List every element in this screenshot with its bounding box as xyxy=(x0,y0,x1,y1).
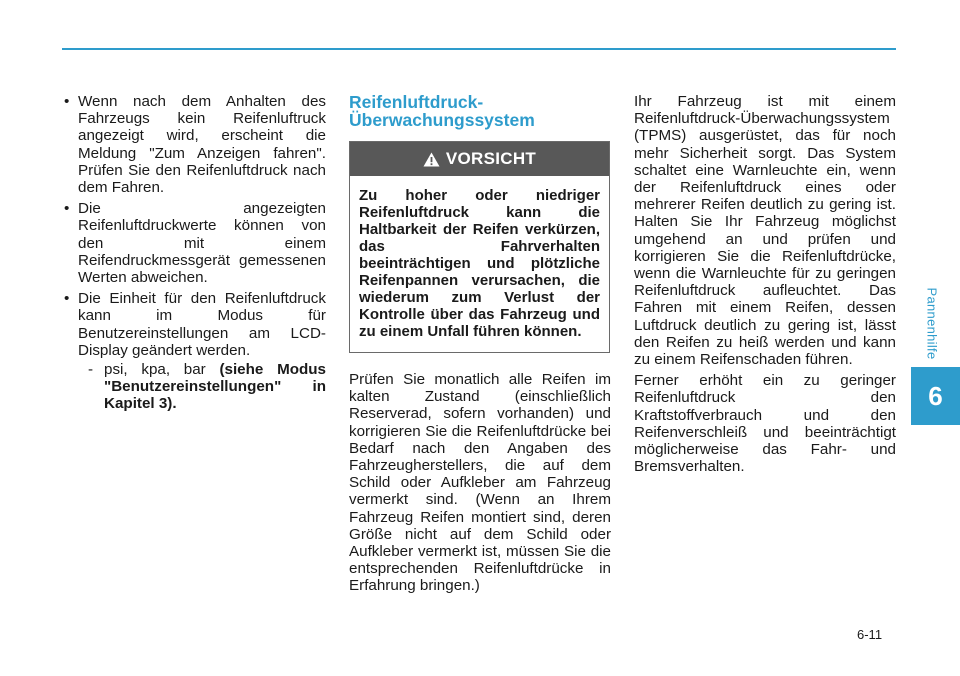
caution-box xyxy=(349,141,610,353)
caution-title: VORSICHT xyxy=(445,149,537,169)
list-item: • Die angezeigten Reifenluftdruckwerte können von den mit einem Reifendruckmessgerät gemessenen Werten abweichen. xyxy=(62,200,326,286)
list-item xyxy=(62,290,326,412)
page-number: 6-11 xyxy=(857,627,883,642)
column-middle xyxy=(349,93,611,599)
sub-item-reference: (siehe Modus "Benutzereinstellungen" in Kapitel 3). xyxy=(104,361,326,413)
caution-header xyxy=(350,142,609,176)
sub-item-dash: - xyxy=(88,361,94,379)
warning-triangle-icon xyxy=(423,152,440,167)
bullet-list xyxy=(62,93,326,413)
column-right xyxy=(634,93,896,479)
list-item: • Wenn nach dem Anhalten des Fahrzeugs kein Reifenluftruck angezeigt wird, erscheint die Meldung "Zum Anzeigen fahren". Prüfen Sie den Reifenluftdruck nach dem Fahren. xyxy=(62,93,326,196)
chapter-side-label xyxy=(917,278,947,368)
sub-item xyxy=(78,361,326,413)
body-paragraph: Ferner erhöht ein zu geringer Reifenluftdruck den Kraftstoffverbrauch und den Reifenverschleiß und beeinträchtigt möglicherweise das Fahr- und Bremsverhalten. xyxy=(634,372,896,476)
sub-item-text: psi, kpa, bar xyxy=(104,361,206,379)
column-left xyxy=(62,93,326,417)
list-item-text: Die Einheit für den Reifenluftdruck kann im Modus für Benutzereinstellungen am LCD-Display geändert werden. xyxy=(78,290,326,359)
caution-text: Zu hoher oder niedriger Reifenluftdruck kann die Haltbarkeit der Reifen verkürzen, das Fahrverhalten beeinträchtigen und plötzliche Reifenpannen verursachen, die wiederum zum Verlust der Kontrolle über das Fahrzeug und zu einem Unfall führen können. xyxy=(359,187,600,340)
body-paragraph: Ihr Fahrzeug ist mit einem Reifenluftdruck-Überwachungssystem (TPMS) ausgerüstet, das für noch mehr Sicherheit sorgt. Das System schaltet eine Warnleuchte ein, wenn der Reifenluftdruck eines oder mehrerer Reifen deutlich zu gering ist. Halten Sie Ihr Fahrzeug möglichst umgehend an und prüfen und korrigieren Sie die Reifenluftdrücke, wenn die Warnleuchte für zu geringen Reifenluftdruck aufleuchtet. Das Fahren mit einem Reifen, dessen Luftdruck deutlich zu gering ist, lässt den Reifen zu heiß werden und kann zu einem Reifenschaden führen. xyxy=(634,93,896,369)
chapter-title: Pannenhilfe xyxy=(924,287,940,359)
section-heading: Reifenluftdruck-Überwachungssystem xyxy=(349,92,535,130)
body-paragraph: Prüfen Sie monatlich alle Reifen im kalten Zustand (einschließlich Reserverad, sofern vorhanden) und korrigieren Sie die Reifenluftdrücke bei Bedarf nach den Angaben des Fahrzeugherstellers, die auf dem Schild oder Aufkleber am Fahrzeug vermerkt sind. (Wenn an Ihrem Fahrzeug Reifen montiert sind, deren Größe nicht auf dem Schild oder Aufkleber vermerkt ist, müssen Sie die entsprechenden Reifenluftdrücke in Erfahrung bringen.) xyxy=(349,371,611,595)
top-divider xyxy=(62,48,896,50)
chapter-tab: 6 xyxy=(911,367,960,425)
